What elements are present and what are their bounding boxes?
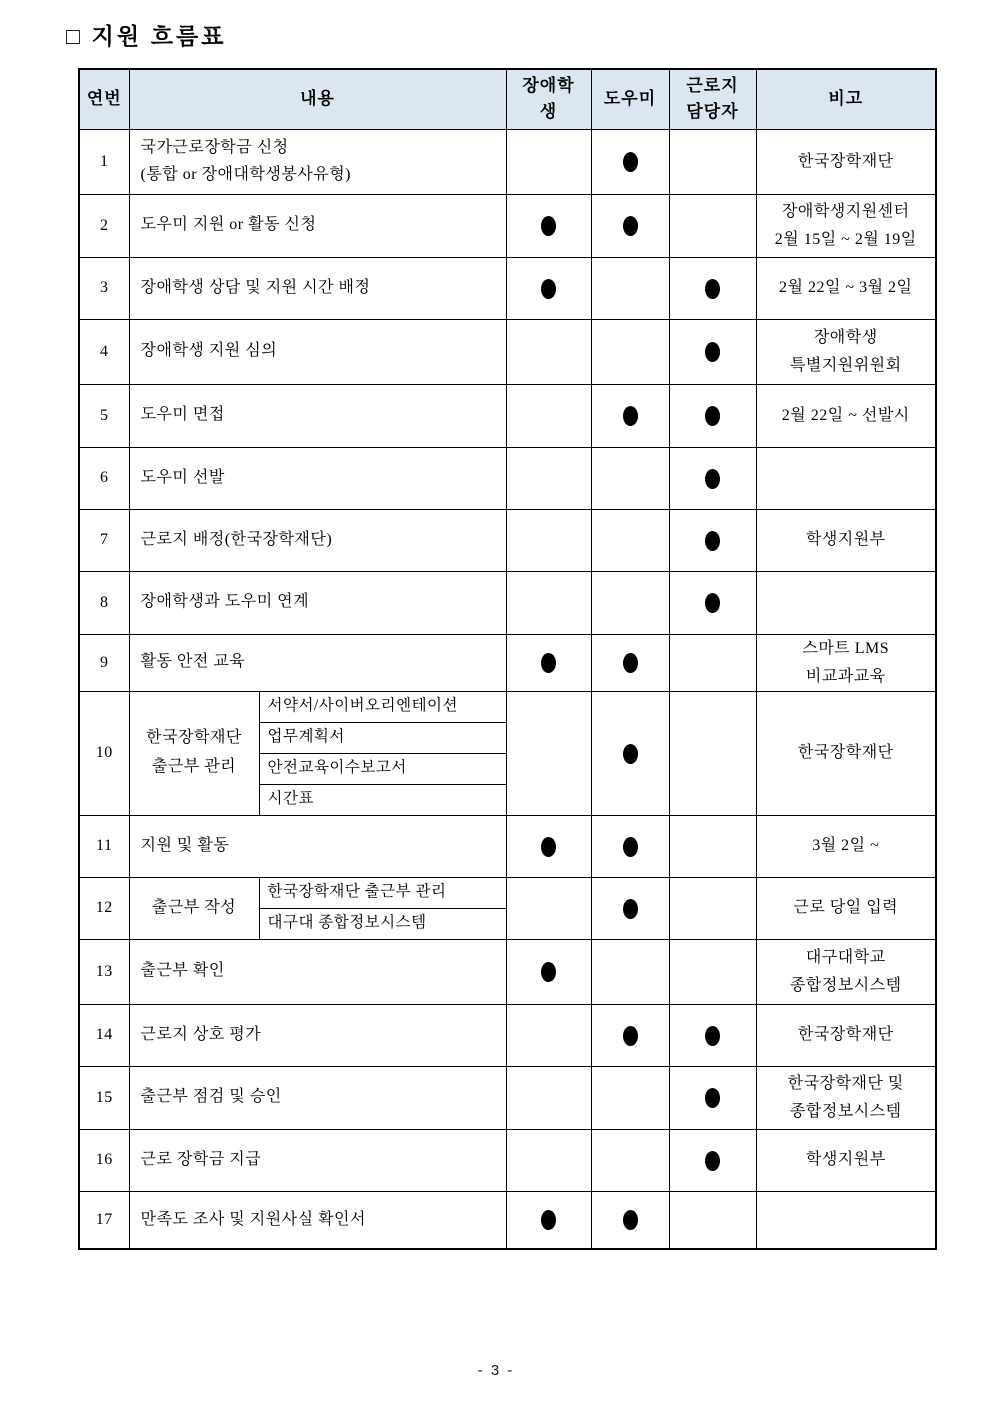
helper-dot-cell xyxy=(591,129,669,194)
page-number: - 3 - xyxy=(477,1362,515,1379)
table-row xyxy=(79,939,936,1004)
content-cell: 활동 안전 교육 xyxy=(129,634,506,691)
helper-dot-cell xyxy=(591,634,669,691)
manager-dot-cell xyxy=(669,129,756,194)
helper-dot-cell xyxy=(591,1066,669,1129)
table-row xyxy=(79,634,936,691)
header-student-line1: 장애학 xyxy=(522,75,575,95)
support-flow-table xyxy=(78,68,937,1250)
filled-dot-icon xyxy=(623,837,638,857)
content-cell: 국가근로장학금 신청 (통합 or 장애대학생봉사유형) xyxy=(129,129,506,194)
row-number-cell: 13 xyxy=(79,939,129,1004)
table-row xyxy=(79,815,936,877)
table-row xyxy=(79,877,936,908)
helper-dot-cell xyxy=(591,939,669,1004)
row-number-cell: 5 xyxy=(79,384,129,447)
content-sub-cell: 시간표 xyxy=(259,784,506,815)
manager-dot-cell xyxy=(669,634,756,691)
note-cell xyxy=(756,571,936,634)
student-dot-cell xyxy=(506,1066,591,1129)
header-no-label: 연번 xyxy=(86,89,122,109)
row-number-cell: 7 xyxy=(79,509,129,571)
content-cell: 만족도 조사 및 지원사실 확인서 xyxy=(129,1191,506,1249)
manager-dot-cell xyxy=(669,447,756,509)
student-dot-cell xyxy=(506,384,591,447)
table-row xyxy=(79,194,936,257)
content-cell: 출근부 점검 및 승인 xyxy=(129,1066,506,1129)
row-number-cell: 16 xyxy=(79,1129,129,1191)
note-cell xyxy=(756,447,936,509)
filled-dot-icon xyxy=(541,216,556,236)
table-row xyxy=(79,509,936,571)
manager-dot-cell xyxy=(669,1129,756,1191)
row-number-cell: 1 xyxy=(79,129,129,194)
content-cell: 도우미 면접 xyxy=(129,384,506,447)
content-sub-cell: 서약서/사이버오리엔테이션 xyxy=(259,691,506,722)
note-cell: 한국장학재단 xyxy=(756,691,936,815)
manager-dot-cell xyxy=(669,571,756,634)
helper-dot-cell xyxy=(591,1191,669,1249)
filled-dot-icon xyxy=(541,279,556,299)
note-cell: 3월 2일 ~ xyxy=(756,815,936,877)
filled-dot-icon xyxy=(623,152,638,172)
manager-dot-cell xyxy=(669,509,756,571)
manager-dot-cell xyxy=(669,1191,756,1249)
helper-dot-cell xyxy=(591,194,669,257)
note-cell: 학생지원부 xyxy=(756,509,936,571)
student-dot-cell xyxy=(506,1191,591,1249)
table-row xyxy=(79,447,936,509)
manager-dot-cell xyxy=(669,1004,756,1066)
row-number-cell: 2 xyxy=(79,194,129,257)
note-cell: 한국장학재단 xyxy=(756,1004,936,1066)
note-cell: 2월 22일 ~ 3월 2일 xyxy=(756,257,936,319)
content-sub-cell: 대구대 종합정보시스템 xyxy=(259,908,506,939)
header-student xyxy=(506,69,591,129)
helper-dot-cell xyxy=(591,1129,669,1191)
student-dot-cell xyxy=(506,1129,591,1191)
manager-dot-cell xyxy=(669,691,756,815)
row-number-cell: 3 xyxy=(79,257,129,319)
note-cell: 장애학생지원센터 2월 15일 ~ 2월 19일 xyxy=(756,194,936,257)
student-dot-cell xyxy=(506,194,591,257)
manager-dot-cell xyxy=(669,1066,756,1129)
helper-dot-cell xyxy=(591,691,669,815)
header-note xyxy=(756,69,936,129)
content-cell: 장애학생과 도우미 연계 xyxy=(129,571,506,634)
helper-dot-cell xyxy=(591,877,669,939)
content-label-cell: 한국장학재단 출근부 관리 xyxy=(129,691,259,815)
row-number-cell: 4 xyxy=(79,319,129,384)
note-cell: 대구대학교 종합정보시스템 xyxy=(756,939,936,1004)
filled-dot-icon xyxy=(705,342,720,362)
row-number-cell: 15 xyxy=(79,1066,129,1129)
helper-dot-cell xyxy=(591,447,669,509)
note-cell: 근로 당일 입력 xyxy=(756,877,936,939)
content-cell: 출근부 확인 xyxy=(129,939,506,1004)
filled-dot-icon xyxy=(623,653,638,673)
row-number-cell: 12 xyxy=(79,877,129,939)
student-dot-cell xyxy=(506,634,591,691)
filled-dot-icon xyxy=(705,1026,720,1046)
table-row xyxy=(79,1191,936,1249)
manager-dot-cell xyxy=(669,877,756,939)
content-sub-cell: 업무계획서 xyxy=(259,722,506,753)
page-title: □ 지원 흐름표 xyxy=(66,24,227,49)
content-label-cell: 출근부 작성 xyxy=(129,877,259,939)
header-student-line2: 생 xyxy=(539,102,558,122)
student-dot-cell xyxy=(506,129,591,194)
content-cell: 지원 및 활동 xyxy=(129,815,506,877)
filled-dot-icon xyxy=(705,1151,720,1171)
note-cell: 학생지원부 xyxy=(756,1129,936,1191)
note-cell: 스마트 LMS 비교과교육 xyxy=(756,634,936,691)
filled-dot-icon xyxy=(541,962,556,982)
student-dot-cell xyxy=(506,691,591,815)
helper-dot-cell xyxy=(591,1004,669,1066)
student-dot-cell xyxy=(506,509,591,571)
note-cell: 장애학생 특별지원위원회 xyxy=(756,319,936,384)
filled-dot-icon xyxy=(705,279,720,299)
student-dot-cell xyxy=(506,939,591,1004)
content-cell: 근로 장학금 지급 xyxy=(129,1129,506,1191)
table-row xyxy=(79,129,936,194)
header-content xyxy=(129,69,506,129)
helper-dot-cell xyxy=(591,571,669,634)
note-cell: 한국장학재단 및 종합정보시스템 xyxy=(756,1066,936,1129)
note-cell xyxy=(756,1191,936,1249)
table-row xyxy=(79,1129,936,1191)
table-row xyxy=(79,319,936,384)
header-manager-line2: 담당자 xyxy=(686,102,739,122)
content-cell: 근로지 상호 평가 xyxy=(129,1004,506,1066)
row-number-cell: 11 xyxy=(79,815,129,877)
content-sub-cell: 한국장학재단 출근부 관리 xyxy=(259,877,506,908)
row-number-cell: 8 xyxy=(79,571,129,634)
helper-dot-cell xyxy=(591,509,669,571)
manager-dot-cell xyxy=(669,319,756,384)
filled-dot-icon xyxy=(705,1088,720,1108)
table-row xyxy=(79,571,936,634)
filled-dot-icon xyxy=(541,653,556,673)
student-dot-cell xyxy=(506,257,591,319)
manager-dot-cell xyxy=(669,815,756,877)
header-note-label: 비고 xyxy=(828,89,864,109)
filled-dot-icon xyxy=(623,216,638,236)
filled-dot-icon xyxy=(705,593,720,613)
filled-dot-icon xyxy=(705,531,720,551)
manager-dot-cell xyxy=(669,384,756,447)
row-number-cell: 9 xyxy=(79,634,129,691)
content-sub-cell: 안전교육이수보고서 xyxy=(259,753,506,784)
manager-dot-cell xyxy=(669,194,756,257)
table-row xyxy=(79,257,936,319)
note-cell: 한국장학재단 xyxy=(756,129,936,194)
filled-dot-icon xyxy=(623,899,638,919)
filled-dot-icon xyxy=(623,406,638,426)
student-dot-cell xyxy=(506,1004,591,1066)
row-number-cell: 14 xyxy=(79,1004,129,1066)
filled-dot-icon xyxy=(623,1210,638,1230)
table-header xyxy=(79,69,936,129)
table-row xyxy=(79,1066,936,1129)
student-dot-cell xyxy=(506,877,591,939)
content-cell: 근로지 배정(한국장학재단) xyxy=(129,509,506,571)
student-dot-cell xyxy=(506,571,591,634)
manager-dot-cell xyxy=(669,257,756,319)
student-dot-cell xyxy=(506,319,591,384)
header-helper-label: 도우미 xyxy=(603,89,657,109)
content-cell: 도우미 선발 xyxy=(129,447,506,509)
content-cell: 도우미 지원 or 활동 신청 xyxy=(129,194,506,257)
table-row xyxy=(79,1004,936,1066)
header-content-label: 내용 xyxy=(300,89,335,109)
note-cell: 2월 22일 ~ 선발시 xyxy=(756,384,936,447)
filled-dot-icon xyxy=(541,837,556,857)
table-row xyxy=(79,384,936,447)
filled-dot-icon xyxy=(623,744,638,764)
student-dot-cell xyxy=(506,447,591,509)
helper-dot-cell xyxy=(591,815,669,877)
header-no xyxy=(79,69,129,129)
filled-dot-icon xyxy=(541,1210,556,1230)
helper-dot-cell xyxy=(591,257,669,319)
header-manager xyxy=(669,69,756,129)
helper-dot-cell xyxy=(591,384,669,447)
content-cell: 장애학생 지원 심의 xyxy=(129,319,506,384)
row-number-cell: 6 xyxy=(79,447,129,509)
filled-dot-icon xyxy=(705,406,720,426)
manager-dot-cell xyxy=(669,939,756,1004)
student-dot-cell xyxy=(506,815,591,877)
filled-dot-icon xyxy=(623,1026,638,1046)
filled-dot-icon xyxy=(705,469,720,489)
header-helper xyxy=(591,69,669,129)
table-body xyxy=(79,129,936,1249)
helper-dot-cell xyxy=(591,319,669,384)
table-row xyxy=(79,691,936,722)
row-number-cell: 10 xyxy=(79,691,129,815)
row-number-cell: 17 xyxy=(79,1191,129,1249)
header-manager-line1: 근로지 xyxy=(686,75,739,95)
content-cell: 장애학생 상담 및 지원 시간 배정 xyxy=(129,257,506,319)
